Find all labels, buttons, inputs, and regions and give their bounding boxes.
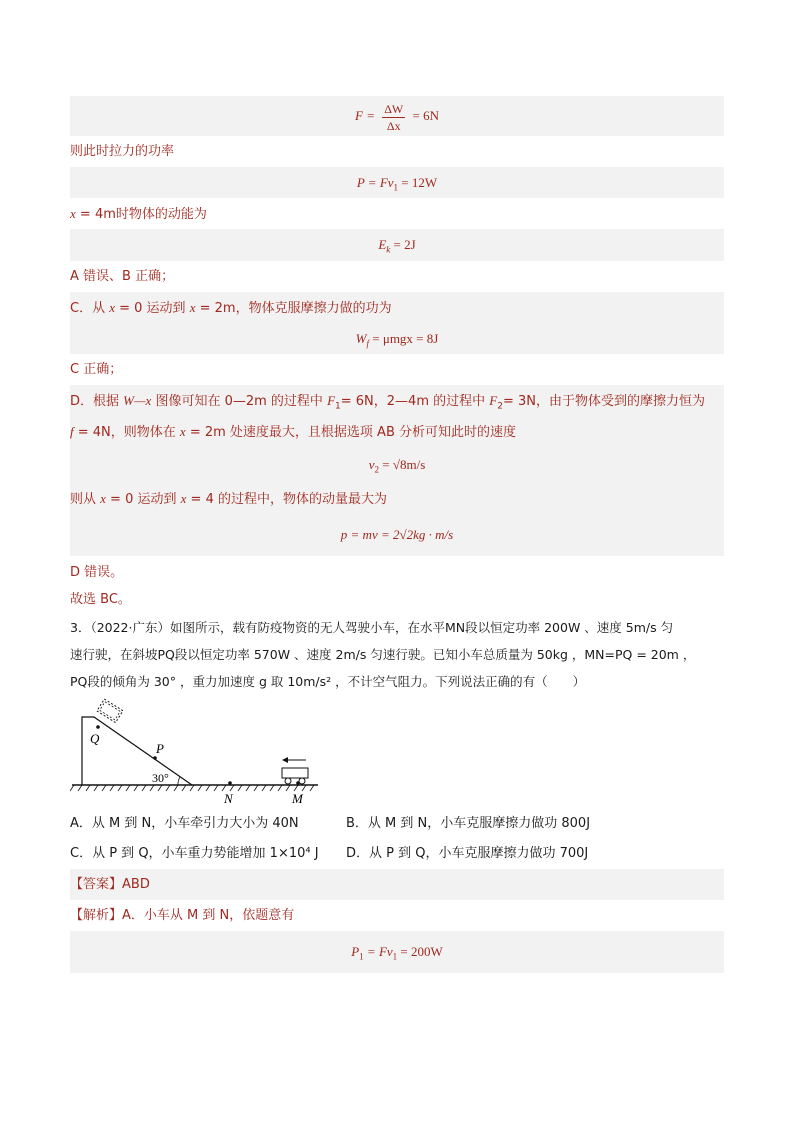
- analysis-line: [70, 900, 724, 931]
- eq-momentum: p = mv = 2√2kg · m/s: [340, 527, 454, 542]
- analysis-text: A．小车从 M 到 N，依题意有: [122, 908, 295, 923]
- options-row-1: [70, 809, 724, 839]
- eq-force-denominator: Δx: [386, 118, 401, 133]
- equation-p1: [70, 931, 724, 973]
- option-b[interactable]: B．从 M 到 N，小车克服摩擦力做功 800J: [346, 816, 591, 831]
- text-power-intro: 则此时拉力的功率: [70, 144, 175, 159]
- eq-force-rhs: = 6N: [412, 108, 439, 123]
- option-a[interactable]: A．从 M 到 N，小车牵引力大小为 40N: [70, 816, 299, 831]
- answer-value: ABD: [122, 877, 150, 892]
- text-d3-b: x: [100, 491, 106, 506]
- eq-power-rhs: = 12W: [401, 175, 438, 190]
- equation-momentum: [70, 514, 724, 556]
- ground-hatch: [70, 785, 314, 791]
- eq-wf-sub: f: [366, 338, 370, 349]
- cart-on-ground-icon: [282, 768, 308, 784]
- text-d-line2: [70, 416, 724, 447]
- answer-label: 【答案】: [70, 877, 123, 892]
- text-d3-a: 则从: [70, 492, 101, 507]
- text-d1-a: D．根据: [70, 394, 124, 409]
- incline-diagram: [70, 697, 330, 809]
- text-d3-e: = 4 的过程中，物体的动量最大为: [186, 492, 387, 507]
- eq-power-sub: 1: [393, 182, 399, 193]
- eq-p1-sub: 1: [359, 951, 364, 962]
- text-d-conclusion: D 错误。: [70, 565, 124, 580]
- label-m: M: [292, 791, 303, 806]
- text-d1-e: = 6N，2—4m 的过程中: [340, 394, 490, 409]
- text-d1-g: = 3N，由于物体受到的摩擦力恒为: [502, 394, 705, 409]
- text-c-mid2: = 2m，物体克服摩擦力做的功为: [195, 301, 392, 316]
- text-ke-intro-body: = 4m时物体的动能为: [75, 207, 207, 222]
- label-p: P: [156, 741, 164, 756]
- eq-ke-lhs: E: [378, 237, 387, 252]
- equation-force: [70, 96, 724, 136]
- option-c[interactable]: C．从 P 到 Q，小车重力势能增加 1×10⁴ J: [70, 846, 319, 861]
- equation-friction-work: [70, 323, 724, 354]
- analysis-label: 【解析】: [70, 908, 123, 923]
- direction-arrow-icon: [282, 757, 306, 763]
- point-n-dot: [228, 781, 232, 785]
- document-page: [70, 96, 724, 973]
- text-d-line1: [70, 385, 724, 416]
- label-n: N: [224, 791, 233, 806]
- text-c-mid1: = 0 运动到: [115, 301, 190, 316]
- eq-v2-lhs: v: [368, 457, 375, 472]
- angle-arc: [178, 777, 180, 785]
- eq-ke-rhs: = 2J: [393, 237, 416, 252]
- question3-line3: PQ段的倾角为 30° ，重力加速度 g 取 10m/s² ，不计空气阻力。下列说法正确的有（ ）: [70, 674, 586, 689]
- text-d1-f: F: [489, 393, 498, 408]
- label-angle: 30°: [152, 771, 169, 785]
- eq-v2-sub: 2: [374, 464, 380, 475]
- label-q: Q: [90, 731, 100, 746]
- eq-p1-lhs: P: [351, 944, 360, 959]
- answer-line: [70, 869, 724, 900]
- var-x: x: [109, 300, 115, 315]
- text-d1-f-sub: 2: [497, 401, 503, 412]
- var-x: x: [70, 206, 76, 221]
- text-d1-c: 图像可知在 0—2m 的过程中: [151, 394, 328, 409]
- text-c-conclusion: C 正确；: [70, 362, 123, 377]
- text-d3-c: = 0 运动到: [105, 492, 181, 507]
- options-row-2: [70, 839, 724, 869]
- text-d2-b: = 4N，则物体在: [73, 425, 180, 440]
- eq-p1-sub2: 1: [392, 951, 398, 962]
- eq-force-fraction: [382, 101, 405, 134]
- equation-velocity: [70, 447, 724, 483]
- question3-line2: 速行驶，在斜坡PQ段以恒定功率 570W 、速度 2m/s 匀速行驶。已知小车总质量为 50kg ，MN=PQ = 20m ，: [70, 647, 696, 662]
- text-ke-intro: [70, 198, 724, 229]
- text-d2-a: f: [70, 424, 74, 439]
- eq-wf-lhs: W: [355, 331, 367, 346]
- text-c-prefix: C．从: [70, 301, 110, 316]
- eq-force-lhs: F =: [355, 108, 375, 123]
- text-d2-d: = 2m 处速度最大，且根据选项 AB 分析可知此时的速度: [185, 425, 517, 440]
- question3-line1: 3．（2022·广东）如图所示，载有防疫物资的无人驾驶小车，在水平MN段以恒定功率 200W 、速度 5m/s 匀: [70, 620, 674, 635]
- text-c-intro: [70, 292, 724, 323]
- eq-v2-rhs: = √8m/s: [382, 457, 426, 472]
- eq-ke-sub: k: [386, 244, 391, 255]
- text-final-choice: 故选 BC。: [70, 592, 131, 607]
- text-d1-d-sub: 1: [335, 401, 341, 412]
- cart-on-slope-icon: [97, 699, 123, 723]
- eq-p1-rhs: = 200W: [400, 944, 443, 959]
- text-ab-conclusion: A 错误、B 正确；: [70, 269, 175, 284]
- text-d2-c: x: [179, 424, 186, 439]
- eq-p1-mid: = Fv: [366, 944, 393, 959]
- text-d-line3: [70, 483, 724, 514]
- equation-ke: [70, 229, 724, 261]
- eq-wf-rhs: = μmgx = 8J: [372, 331, 439, 346]
- question3-figure: [70, 697, 724, 809]
- var-x: x: [189, 300, 196, 315]
- eq-power-lhs: P = Fv: [356, 175, 394, 190]
- text-d3-d: x: [180, 491, 187, 506]
- option-d[interactable]: D．从 P 到 Q，小车克服摩擦力做功 700J: [346, 846, 589, 861]
- eq-force-numerator: ΔW: [384, 101, 404, 116]
- point-q-dot: [96, 725, 100, 729]
- text-d1-d: F: [327, 393, 336, 408]
- equation-power: [70, 167, 724, 198]
- point-p-dot: [153, 756, 157, 760]
- text-d1-b: W—x: [123, 393, 152, 408]
